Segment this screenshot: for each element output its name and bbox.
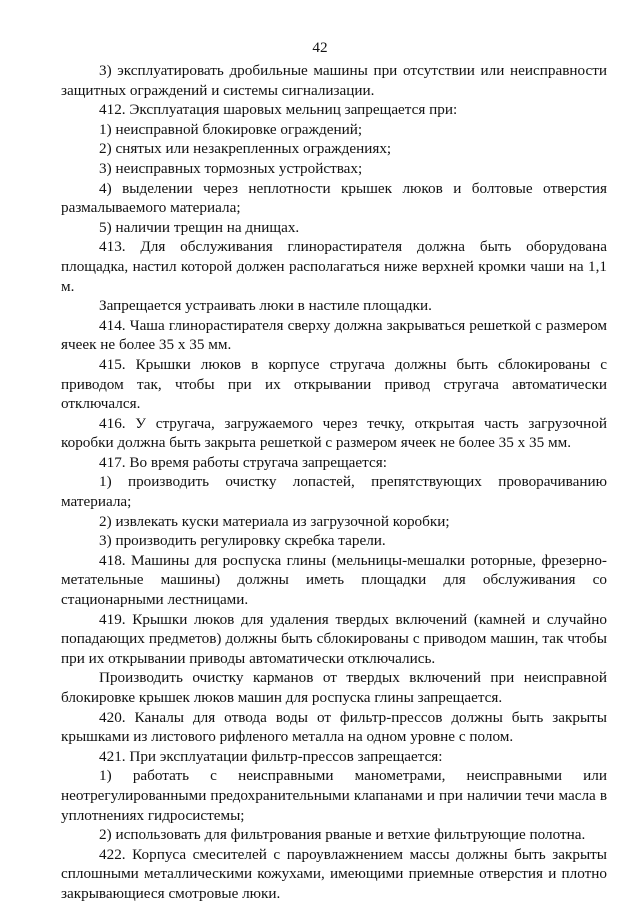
paragraph: 3) неисправных тормозных устройствах; bbox=[99, 159, 363, 177]
paragraph: 1) производить очистку лопастей, препятствующих проворачиванию материала; bbox=[61, 473, 607, 511]
paragraph: 414. Чаша глинорастирателя сверху должна закрываться решеткой с размером ячеек не более 35 х 35 мм. bbox=[61, 316, 607, 354]
paragraph: 413. Для обслуживания глинорастирателя должна быть оборудована площадка, настил которой должен располагаться ниже верхней кромки чаши на 1,1 м. bbox=[61, 238, 607, 295]
paragraph: 412. Эксплуатация шаровых мельниц запрещается при: bbox=[99, 101, 458, 119]
paragraph: 422. Корпуса смесителей с пароувлажнением массы должны быть закрыты сплошными металлическими кожухами, имеющими приемные отверстия и плотно закрывающиеся смотровые люки. bbox=[61, 845, 607, 902]
page-number: 42 bbox=[312, 39, 328, 56]
paragraph: 4) выделении через неплотности крышек люков и болтовые отверстия размалываемого материала; bbox=[61, 179, 607, 217]
paragraph: 2) извлекать куски материала из загрузочной коробки; bbox=[99, 512, 450, 530]
paragraph: 1) работать с неисправными манометрами, неисправными или неотрегулированными предохранительными клапанами и при наличии течи масла в уплотнениях гидросистемы; bbox=[61, 767, 607, 824]
paragraph: 3) эксплуатировать дробильные машины при отсутствии или неисправности защитных ограждений и системы сигнализации. bbox=[61, 62, 607, 99]
paragraph: 2) использовать для фильтрования рваные и ветхие фильтрующие полотна. bbox=[99, 826, 586, 844]
paragraph: 418. Машины для роспуска глины (мельницы-мешалки роторные, фрезерно-метательные машины) должны иметь площадки для обслуживания со стационарными лестницами. bbox=[61, 551, 607, 609]
paragraph: 417. Во время работы стругача запрещается: bbox=[99, 453, 387, 471]
paragraph: 2) снятых или незакрепленных ограждениях; bbox=[99, 140, 392, 158]
paragraph: 419. Крышки люков для удаления твердых включений (камней и случайно попадающих предметов) должны быть сблокированы с приводом машин, так чтобы при их открывании приводы автоматически отключались. bbox=[61, 610, 607, 667]
paragraph: 416. У стругача, загружаемого через течку, открытая часть загрузочной коробки должна быть закрыта решеткой с размером ячеек не более 35 х 35 мм. bbox=[61, 414, 607, 452]
paragraph: 415. Крышки люков в корпусе стругача должны быть сблокированы с приводом так, чтобы при их открывании привод стругача автоматически отключался. bbox=[61, 355, 607, 413]
paragraph: 421. При эксплуатации фильтр-прессов запрещается: bbox=[99, 747, 443, 765]
paragraph: 420. Каналы для отвода воды от фильтр-прессов должны быть закрыты крышками из листового рифленого металла на одном уровне с полом. bbox=[61, 708, 607, 746]
paragraph: 5) наличии трещин на днищах. bbox=[99, 218, 300, 236]
document-body bbox=[61, 61, 607, 904]
paragraph: Производить очистку карманов от твердых включений при неисправной блокировке крышек люков машин для роспуска глины запрещается. bbox=[61, 669, 607, 706]
paragraph: Запрещается устраивать люки в настиле площадки. bbox=[99, 297, 432, 315]
paragraph: 1) неисправной блокировке ограждений; bbox=[99, 120, 363, 138]
paragraph: 3) производить регулировку скребка тарели. bbox=[99, 532, 386, 550]
